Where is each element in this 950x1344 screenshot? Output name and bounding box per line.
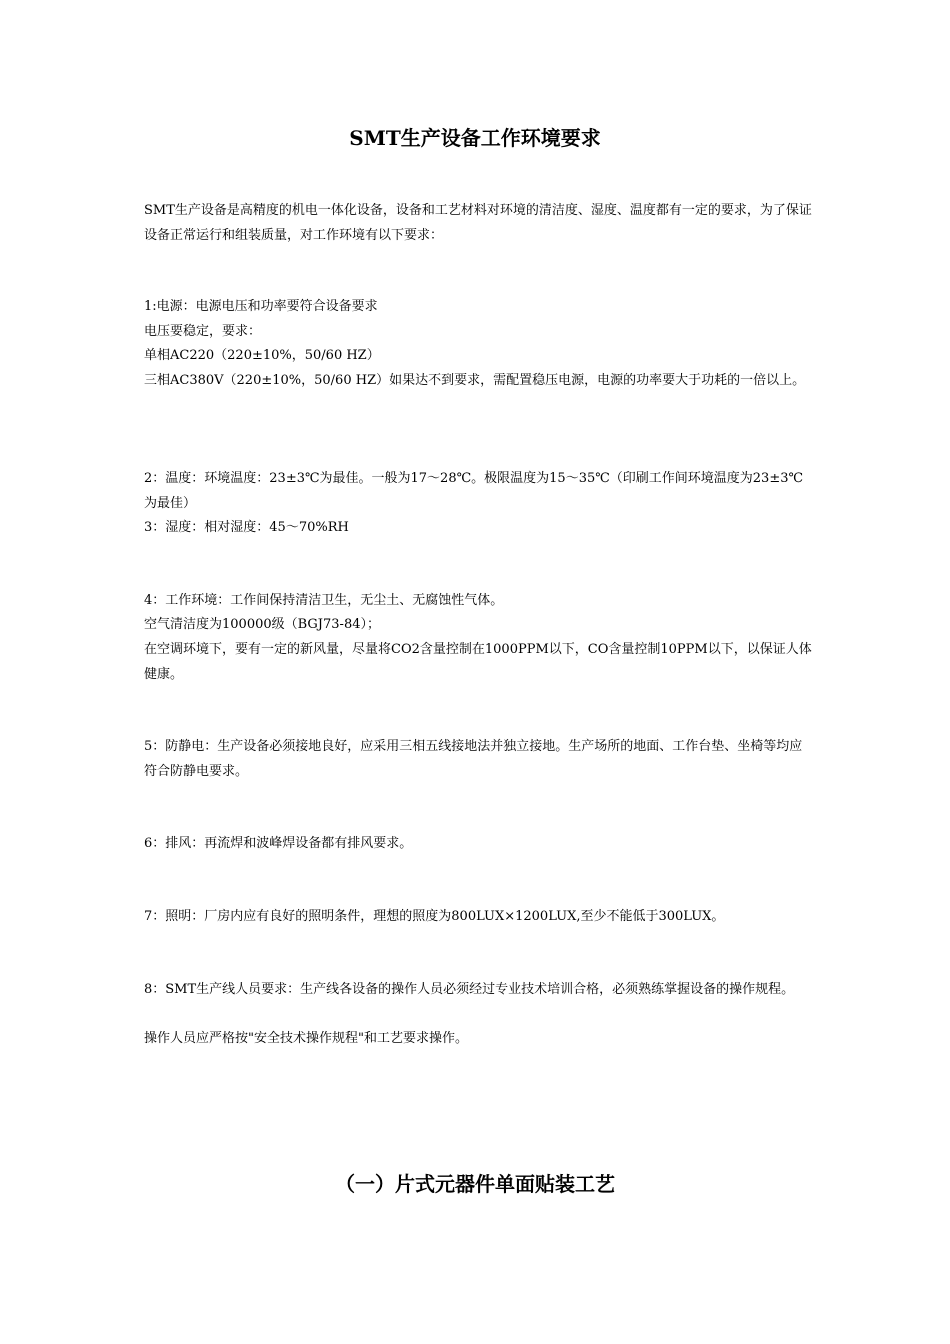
power-three-phase: 三相AC380V（220±10%，50/60 HZ）如果达不到要求，需配置稳压电源，电源的功率要大于功耗的一倍以上。 bbox=[144, 373, 806, 388]
temperature-paragraph: 2：温度：环境温度：23±3℃为最佳。一般为17～28℃。极限温度为15～35℃（印刷工作间环境温度为23±3℃为最佳） bbox=[144, 471, 804, 511]
page-title: SMT生产设备工作环境要求 bbox=[349, 126, 601, 150]
personnel-heading: 8：SMT生产线人员要求：生产线各设备的操作人员必须经过专业技术培训合格，必须熟练掌握设备的操作规程。 bbox=[144, 982, 795, 997]
environment-heading: 4：工作环境：工作间保持清洁卫生，无尘土、无腐蚀性气体。 bbox=[144, 593, 504, 608]
environment-cleanliness: 空气清洁度为100000级（BGJ73-84）； bbox=[144, 617, 380, 632]
environment-air: 在空调环境下，要有一定的新风量，尽量将CO2含量控制在1000PPM以下，CO含量控制10PPM以下，以保证人体健康。 bbox=[144, 642, 812, 682]
personnel-operation: 操作人员应严格按"安全技术操作规程"和工艺要求操作。 bbox=[144, 1031, 468, 1046]
section-title: （一）片式元器件单面贴装工艺 bbox=[335, 1172, 615, 1196]
power-voltage-line: 电压要稳定，要求： bbox=[144, 324, 262, 339]
antistatic-paragraph: 5：防静电：生产设备必须接地良好，应采用三相五线接地法并独立接地。生产场所的地面、工作台垫、坐椅等均应符合防静电要求。 bbox=[144, 739, 803, 779]
power-single-phase: 单相AC220（220±10%，50/60 HZ） bbox=[144, 348, 380, 363]
humidity-paragraph: 3：湿度：相对湿度：45～70%RH bbox=[144, 520, 349, 535]
power-heading: 1:电源：电源电压和功率要符合设备要求 bbox=[144, 299, 378, 314]
lighting-paragraph: 7：照明：厂房内应有良好的照明条件，理想的照度为800LUX×1200LUX,至少不能低于300LUX。 bbox=[144, 909, 725, 924]
intro-paragraph: SMT生产设备是高精度的机电一体化设备，设备和工艺材料对环境的清洁度、湿度、温度都有一定的要求，为了保证设备正常运行和组装质量，对工作环境有以下要求： bbox=[144, 203, 812, 243]
exhaust-paragraph: 6：排风：再流焊和波峰焊设备都有排风要求。 bbox=[144, 836, 413, 851]
